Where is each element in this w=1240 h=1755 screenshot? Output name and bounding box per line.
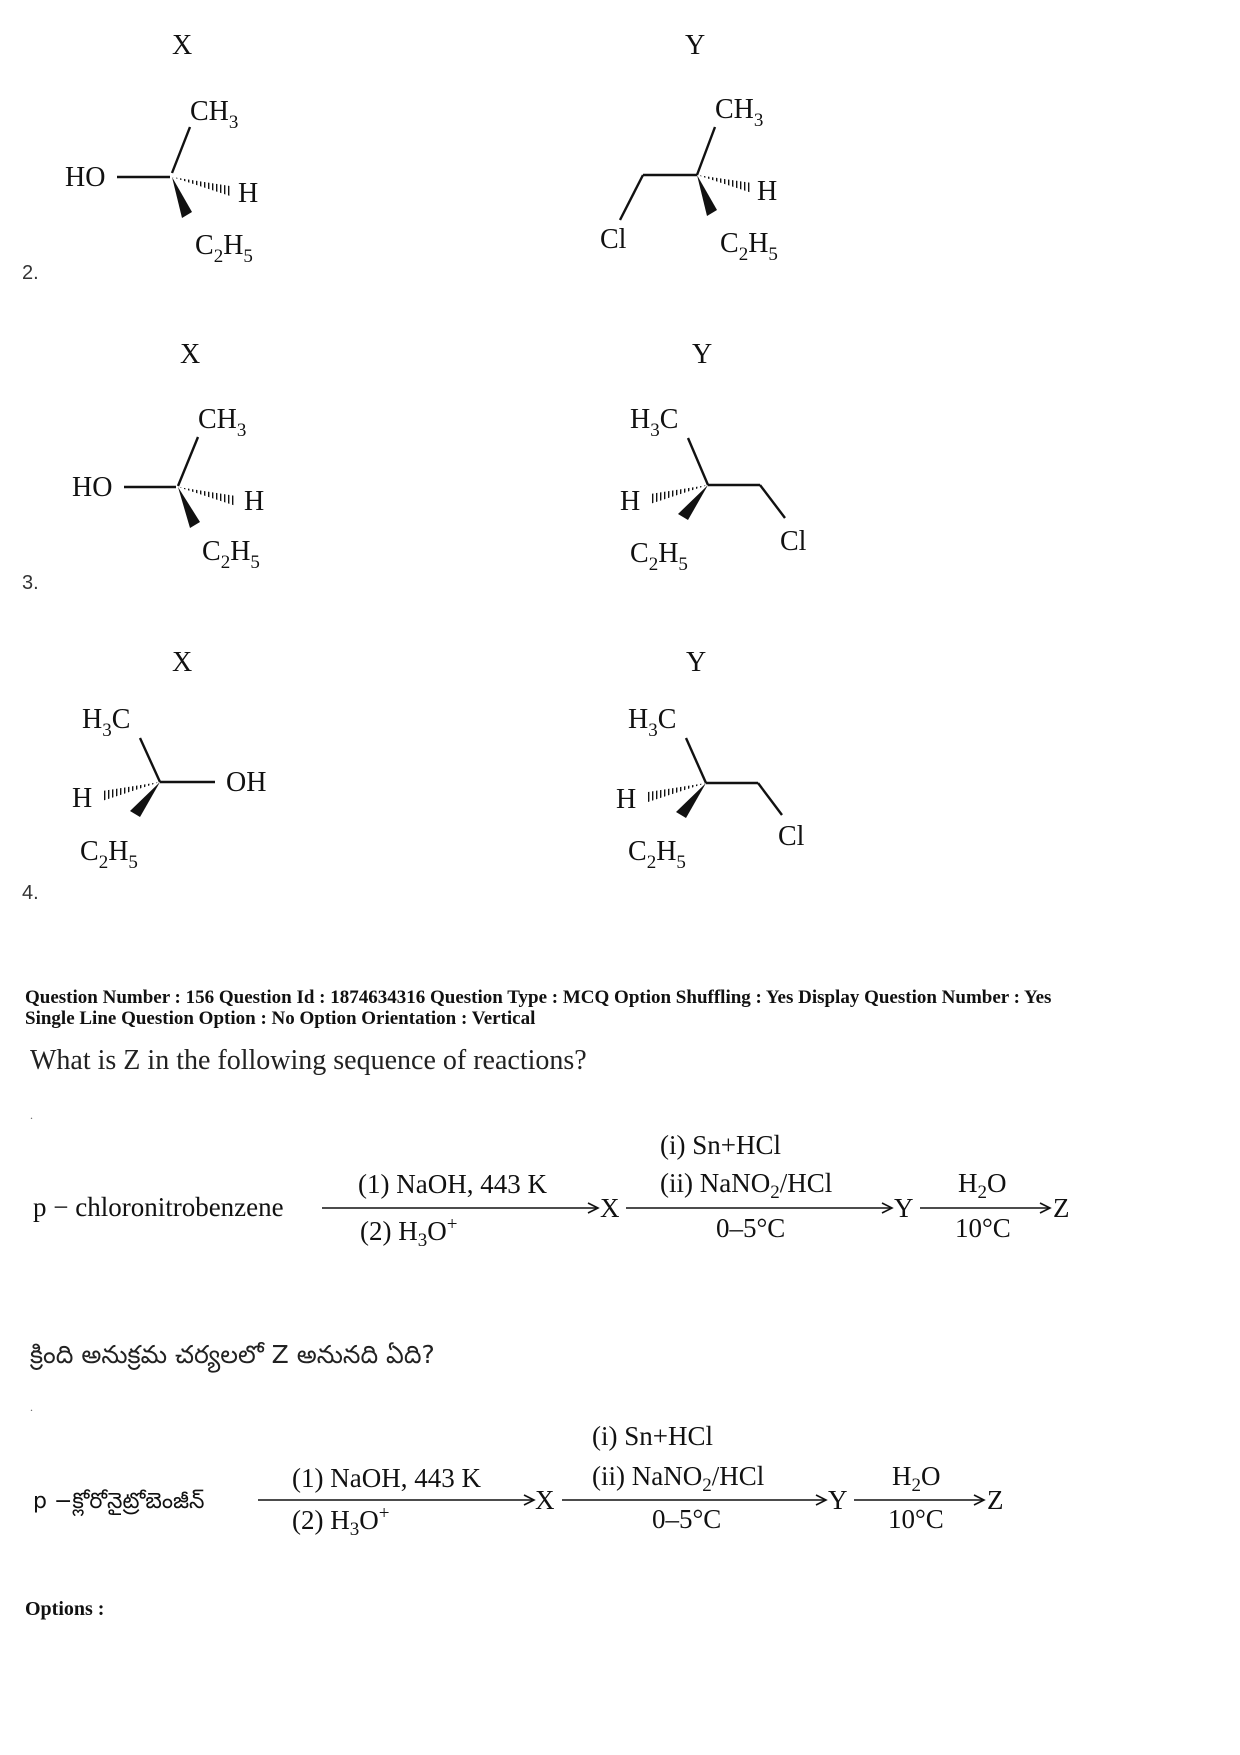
group-top: $CH_3$ bbox=[190, 96, 239, 133]
group-h: H bbox=[238, 178, 259, 209]
option-2-molecule-x bbox=[65, 30, 258, 267]
bond-up bbox=[178, 437, 198, 486]
group-cl: Cl bbox=[780, 526, 807, 557]
bond-up bbox=[686, 738, 706, 783]
reaction-scheme-te bbox=[0, 1405, 1240, 1545]
option-4-molecule-y bbox=[616, 647, 805, 873]
reactant-start: p − chloronitrobenzene bbox=[33, 1192, 284, 1222]
intermediate-y: Y bbox=[828, 1485, 848, 1515]
intermediate-x: X bbox=[600, 1193, 620, 1223]
step1-bottom: (2) $H_3O^+$ bbox=[292, 1503, 390, 1540]
step3-top: $H_2O$ bbox=[958, 1168, 1007, 1203]
dot-marker: . bbox=[30, 1400, 33, 1414]
bond-up bbox=[697, 127, 715, 175]
question-meta-line2: Single Line Question Option : No Option Orientation : Vertical bbox=[25, 1008, 536, 1029]
option-number: 4. bbox=[22, 882, 39, 904]
wedge-bond bbox=[172, 177, 192, 218]
group-bottom: $C_2H_5$ bbox=[628, 836, 686, 873]
group-ho: HO bbox=[65, 162, 106, 193]
question-meta bbox=[25, 987, 1225, 1029]
label-x: X bbox=[172, 30, 193, 61]
group-bottom: $C_2H_5$ bbox=[80, 836, 138, 873]
step2-top1: (i) Sn+HCl bbox=[592, 1421, 713, 1451]
option-3-molecule-y bbox=[620, 339, 807, 575]
group-h: H bbox=[616, 784, 637, 815]
bond-up bbox=[688, 438, 708, 485]
bond-cl bbox=[758, 783, 782, 815]
group-bottom: $C_2H_5$ bbox=[630, 538, 688, 575]
question-text-te: క్రింది అనుక్రమ చర్యలలో Z అనునది ఏది? bbox=[30, 1340, 435, 1369]
group-top: $H_3C$ bbox=[628, 704, 677, 741]
group-bottom: $C_2H_5$ bbox=[195, 230, 253, 267]
intermediate-x: X bbox=[535, 1485, 555, 1515]
intermediate-y: Y bbox=[894, 1193, 914, 1223]
label-x: X bbox=[172, 647, 193, 678]
group-cl: Cl bbox=[600, 224, 627, 255]
option-2-molecule-y bbox=[600, 30, 778, 265]
step2-bottom: 0–5°C bbox=[652, 1504, 722, 1534]
step2-top2: (ii) NaNO$_2$/HCl bbox=[592, 1461, 765, 1496]
label-y: Y bbox=[686, 647, 707, 678]
step2-top2: (ii) NaNO$_2$/HCl bbox=[660, 1168, 833, 1203]
option-3-molecule-x bbox=[72, 339, 264, 573]
group-oh: OH bbox=[226, 767, 267, 798]
label-y: Y bbox=[685, 30, 706, 61]
wedge-bond bbox=[178, 487, 200, 528]
group-top: $CH_3$ bbox=[198, 404, 247, 441]
reaction-scheme-en bbox=[0, 1120, 1240, 1260]
bond-cl bbox=[620, 175, 643, 220]
group-h: H bbox=[244, 486, 265, 517]
group-top: $H_3C$ bbox=[82, 704, 131, 741]
step2-top1: (i) Sn+HCl bbox=[660, 1130, 781, 1160]
group-bottom: $C_2H_5$ bbox=[202, 536, 260, 573]
group-h: H bbox=[72, 783, 93, 814]
option-4-molecule-x bbox=[72, 647, 266, 873]
dot-marker: . bbox=[30, 1108, 33, 1122]
option-4-structures bbox=[0, 615, 1240, 905]
wedge-bond bbox=[697, 175, 717, 216]
bond-up bbox=[140, 738, 160, 782]
options-label: Options : bbox=[25, 1598, 105, 1620]
group-h: H bbox=[757, 176, 778, 207]
group-top: $CH_3$ bbox=[715, 94, 764, 131]
label-y: Y bbox=[692, 339, 713, 370]
group-top: $H_3C$ bbox=[630, 404, 679, 441]
option-3-structures bbox=[0, 310, 1240, 600]
question-meta-line1: Question Number : 156 Question Id : 1874634316 Question Type : MCQ Option Shuffling : Yes Display Question Number : Yes bbox=[25, 987, 1052, 1008]
group-bottom: $C_2H_5$ bbox=[720, 228, 778, 265]
product-z: Z bbox=[1053, 1193, 1070, 1223]
bond-cl bbox=[760, 485, 785, 518]
step1-bottom: (2) $H_3O^+$ bbox=[360, 1214, 458, 1251]
option-number: 3. bbox=[22, 572, 39, 594]
product-z: Z bbox=[987, 1485, 1004, 1515]
option-2-structures bbox=[0, 0, 1240, 300]
step3-top: $H_2O$ bbox=[892, 1461, 941, 1496]
group-ho: HO bbox=[72, 472, 113, 503]
option-number: 2. bbox=[22, 262, 39, 284]
question-text-en: What is Z in the following sequence of reactions? bbox=[30, 1045, 587, 1076]
step2-bottom: 0–5°C bbox=[716, 1213, 786, 1243]
bond-up bbox=[172, 127, 190, 173]
group-cl: Cl bbox=[778, 821, 805, 852]
reactant-start: p −క్లోరోనైట్రోబెంజీన్ bbox=[33, 1489, 205, 1514]
group-h: H bbox=[620, 486, 641, 517]
step1-top: (1) NaOH, 443 K bbox=[358, 1169, 547, 1199]
label-x: X bbox=[180, 339, 201, 370]
step1-top: (1) NaOH, 443 K bbox=[292, 1463, 481, 1493]
step3-bottom: 10°C bbox=[888, 1504, 944, 1534]
step3-bottom: 10°C bbox=[955, 1213, 1011, 1243]
